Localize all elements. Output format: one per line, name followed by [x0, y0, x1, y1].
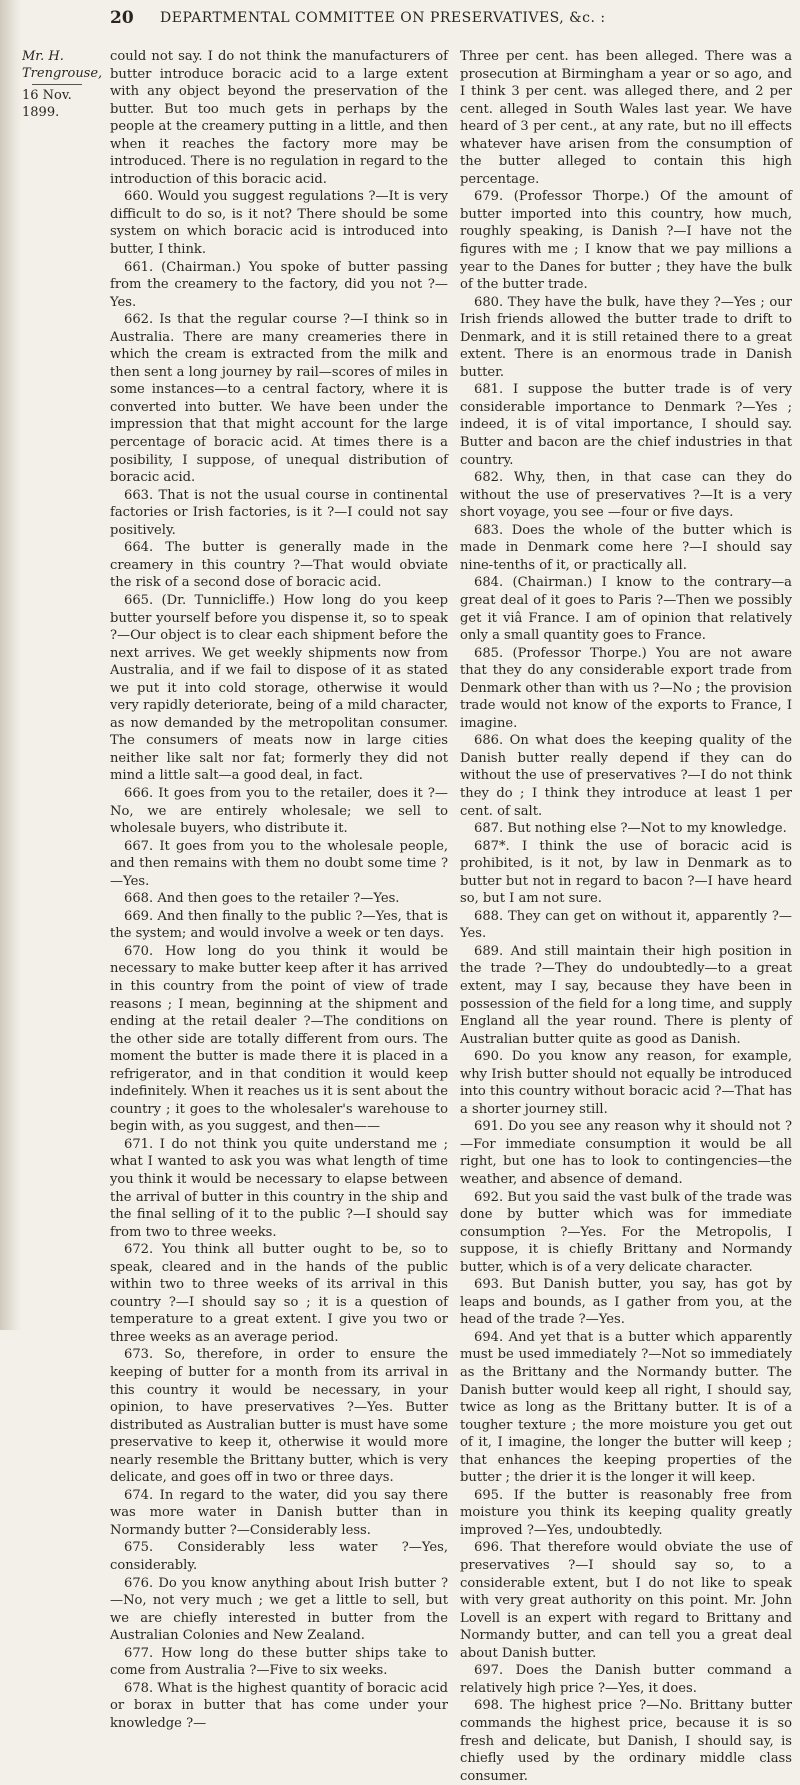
- right-text-column: [460, 48, 792, 1784]
- paragraph: 669. And then finally to the public ?—Yes, that is the system; and would involve a week or ten days.: [110, 908, 448, 942]
- paragraph: Three per cent. has been alleged. There was a prosecution at Birmingham a year or so ago, and I think 3 per cent. was alleged there, and 2 per cent. alleged in South Wales last year. We have heard of 3 per cent., at any rate, but no ill effects whatever have arisen from the consumption of the butter alleged to contain this high percentage.: [460, 49, 792, 187]
- witness-margin-note: [22, 48, 103, 121]
- paragraph: 692. But you said the vast bulk of the trade was done by butter which was for immediate consumption ?—Yes. For the Metropolis, I suppose, it is chiefly Brittany and Normandy butter, which is of a very delicate character.: [460, 1189, 792, 1275]
- paragraph: 671. I do not think you quite understand me ; what I wanted to ask you was what length of time you think it would be necessary to elapse between the arrival of butter in this country in the ship and the final selling of it to the public ?—I should say from two to three weeks.: [110, 1136, 448, 1240]
- paragraph: 696. That therefore would obviate the use of preservatives ?—I should say so, to a considerable extent, but I do not like to speak with very great authority on this point. Mr. John Lovell is an expert with regard to Brittany and Normandy butter, and can tell you a great deal about Danish butter.: [460, 1540, 792, 1661]
- paragraph: 680. They have the bulk, have they ?—Yes ; our Irish friends allowed the butter trade to drift to Denmark, and it is still retained there to a great extent. There is an enormous trade in Danish butter.: [460, 294, 792, 380]
- paragraph: 673. So, therefore, in order to ensure the keeping of butter for a month from its arrival in this country it would be necessary, in your opinion, to have preservatives ?—Yes. Butter distributed as Australian butter is must have some preservative to keep it, otherwise it would more nearly resemble the Brittany butter, which is very delicate, and goes off in two or three days.: [110, 1347, 448, 1486]
- paragraph: 665. (Dr. Tunnicliffe.) How long do you keep butter yourself before you dispense it, so to speak ?—Our object is to clear each shipment before the next arrives. We get weekly shipments now from Australia, and if we fail to dispose of it as stated we put it into cold storage, otherwise it would very rapidly deteriorate, being of a mild character, as now demanded by the metropolitan consumer. The consumers of meats now in large cities neither like salt nor fat; formerly they did not mind a little salt—a good deal, in fact.: [110, 592, 448, 784]
- paragraph: 664. The butter is generally made in the creamery in this country ?—That would obviate the risk of a second dose of boracic acid.: [110, 540, 448, 591]
- page-number: 20: [110, 8, 134, 28]
- paragraph: 684. (Chairman.) I know to the contrary—a great deal of it goes to Paris ?—Then we possibly get it viâ France. I am of opinion that relatively only a small quantity goes to France.: [460, 575, 792, 644]
- paragraph: 666. It goes from you to the retailer, does it ?—No, we are entirely wholesale; we sell to wholesale buyers, who distribute it.: [110, 785, 448, 837]
- paragraph: 690. Do you know any reason, for example, why Irish butter should not equally be introduced into this country without boracic acid ?—That has a shorter journey still.: [460, 1049, 792, 1117]
- paragraph: 668. And then goes to the retailer ?—Yes.: [124, 891, 400, 907]
- paragraph: 674. In regard to the water, did you say there was more water in Danish butter than in Normandy butter ?—Considerably less.: [110, 1487, 448, 1538]
- paragraph: 698. The highest price ?—No. Brittany butter commands the highest price, because it is so fresh and delicate, but Danish, I should say, is chiefly used by the ordinary middle class consumer.: [460, 1698, 792, 1784]
- paragraph: 678. What is the highest quantity of boracic acid or borax in butter that has come under your knowledge ?—: [110, 1680, 448, 1731]
- paragraph: 687. But nothing else ?—Not to my knowledge.: [474, 821, 787, 837]
- paragraph: 687*. I think the use of boracic acid is prohibited, is it not, by law in Denmark as to butter but not in regard to bacon ?—I have heard so, but I am not sure.: [460, 838, 792, 907]
- paragraph: 681. I suppose the butter trade is of very considerable importance to Denmark ?—Yes ; indeed, it is of vital importance, I should say. Butter and bacon are the chief industries in that country.: [460, 382, 792, 468]
- margin-rule: [32, 84, 82, 85]
- paragraph: 679. (Professor Thorpe.) Of the amount of butter imported into this country, how much, roughly speaking, is Danish ?—I have not the figures with me ; I know that we pay millions a year to the Danes for butter ; they have the bulk of the butter trade.: [460, 189, 792, 293]
- paragraph: 688. They can get on without it, apparently ?—Yes.: [460, 908, 792, 942]
- paragraph: 667. It goes from you to the wholesale people, and then remains with them no doubt some time ?—Yes.: [110, 838, 448, 889]
- paragraph: 672. You think all butter ought to be, so to speak, cleared and in the hands of the public within two to three weeks of its arrival in this country ?—I should say so ; it is a question of temperature to a great extent. I give you two or three weeks as an average period.: [110, 1242, 448, 1345]
- paragraph: 695. If the butter is reasonably free from moisture you think its keeping quality greatly improved ?—Yes, undoubtedly.: [460, 1487, 792, 1538]
- witness-date: 16 Nov. 1899.: [22, 88, 72, 120]
- paragraph: 693. But Danish butter, you say, has got by leaps and bounds, as I gather from you, at the head of the trade ?—Yes.: [460, 1277, 792, 1328]
- witness-surname: Trengrouse,: [22, 66, 103, 81]
- witness-name: Mr. H.: [22, 49, 64, 64]
- paragraph: 660. Would you suggest regulations ?—It is very difficult to do so, is it not? There should be some system on which boracic acid is introduced into butter, I think.: [110, 189, 448, 258]
- paragraph: 691. Do you see any reason why it should not ?—For immediate consumption it would be all right, but one has to look to contingencies—the weather, and absence of demand.: [460, 1119, 792, 1187]
- paragraph: 670. How long do you think it would be necessary to make butter keep after it has arrived in this country from the point of view of trade reasons ; I mean, beginning at the shipment and ending at the retail dealer ?—The conditions on the other side are totally different from ours. The moment the butter is made there it is placed in a refrigerator, and in that condition it would keep indefinitely. When it reaches us it is sent about the country ; it goes to the wholesaler's warehouse to begin with, as you suggest, and then——: [110, 943, 448, 1135]
- running-head: DEPARTMENTAL COMMITTEE ON PRESERVATIVES, &c. :: [160, 10, 606, 26]
- paragraph: 685. (Professor Thorpe.) You are not aware that they do any considerable export trade from Denmark other than with us ?—No ; the provision trade would not know of the exports to France, I imagine.: [460, 645, 792, 731]
- paragraph: 675. Considerably less water ?—Yes, considerably.: [110, 1540, 448, 1574]
- paragraph: 694. And yet that is a butter which apparently must be used immediately ?—Not so immediately as the Brittany and the Normandy butter. The Danish butter would keep all right, I should say, twice as long as the Brittany butter. It is of a tougher texture ; the more moisture you get out of it, I imagine, the longer the butter will keep ; that enhances the keeping properties of the butter ; the drier it is the longer it will keep.: [460, 1329, 792, 1486]
- paragraph: 683. Does the whole of the butter which is made in Denmark come here ?—I should say nine-tenths of it, or practically all.: [460, 522, 792, 573]
- paragraph: 682. Why, then, in that case can they do without the use of preservatives ?—It is a very short voyage, you see —four or five days.: [460, 470, 792, 521]
- left-text-column: [110, 48, 448, 1731]
- paragraph: 661. (Chairman.) You spoke of butter passing from the creamery to the factory, did you not ?—Yes.: [110, 259, 448, 310]
- paragraph: 677. How long do these butter ships take to come from Australia ?—Five to six weeks.: [110, 1645, 448, 1679]
- paragraph: 676. Do you know anything about Irish butter ?—No, not very much ; we get a little to sell, but we are chiefly interested in butter from the Australian Colonies and New Zealand.: [110, 1575, 448, 1644]
- paragraph: 662. Is that the regular course ?—I think so in Australia. There are many creameries there in which the cream is extracted from the milk and then sent a long journey by rail—scores of miles in some instances—to a central factory, where it is converted into butter. We have been under the impression that that might account for the large percentage of boracic acid. At times there is a posibility, I suppose, of unequal distribution of boracic acid.: [110, 312, 448, 486]
- paragraph: 689. And still maintain their high position in the trade ?—They do undoubtedly—to a great extent, may I say, because they have been in possession of the field for a long time, and supply England all the year round. There is plenty of Australian butter quite as good as Danish.: [460, 943, 792, 1047]
- page-gutter-shadow: [0, 0, 22, 1330]
- paragraph: 686. On what does the keeping quality of the Danish butter really depend if they can do without the use of preservatives ?—I do not think they do ; I think they introduce at least 1 per cent. of salt.: [460, 733, 792, 819]
- paragraph: could not say. I do not think the manufacturers of butter introduce boracic acid to a large extent with any object beyond the preservation of the butter. But too much gets in perhaps by the people at the creamery putting in a little, and then when it reaches the factory more may be introduced. There is no regulation in regard to the introduction of this boracic acid.: [110, 49, 448, 187]
- paragraph: 663. That is not the usual course in continental factories or Irish factories, is it ?—I could not say positively.: [110, 487, 448, 538]
- paragraph: 697. Does the Danish butter command a relatively high price ?—Yes, it does.: [460, 1663, 792, 1696]
